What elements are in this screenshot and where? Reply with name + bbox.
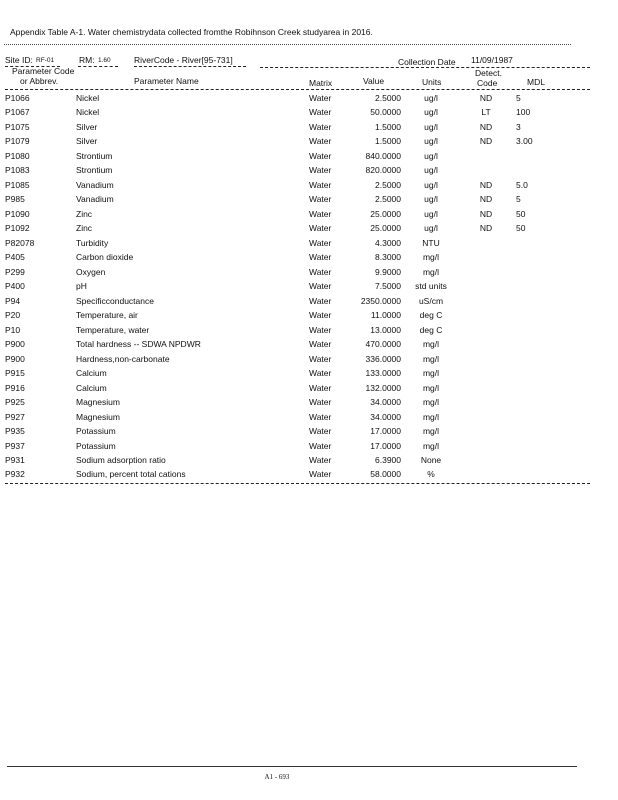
param-name-cell: Silver [76,136,98,147]
param-name-cell: Carbon dioxide [76,252,134,263]
matrix-cell: Water [309,324,332,335]
param-name-cell: Specificconductance [76,295,154,306]
value-cell: 2.5000 [375,93,401,103]
param-code-cell: P82078 [5,237,35,248]
matrix-cell: Water [309,252,332,263]
units-cell: ug/l [424,150,438,161]
value-cell: 8.3000 [375,252,401,263]
table-row [0,383,618,398]
param-code-cell: P927 [5,411,25,422]
param-name-cell: Strontium [76,165,113,176]
param-name-cell: Potassium [76,440,116,451]
table-row [0,397,618,412]
param-name-cell: Temperature, water [76,324,150,335]
mdl-cell: 5 [516,194,521,205]
param-code-cell: P916 [5,382,25,393]
matrix-cell: Water [309,310,332,321]
param-code-cell: P1083 [5,165,30,176]
units-cell: mg/l [422,266,440,277]
units-cell: ug/l [424,93,438,103]
units-cell: ug/l [424,165,438,176]
matrix-cell: Water [309,339,332,350]
value-cell: 2.5000 [375,194,401,205]
table-row [0,267,618,282]
param-name-cell: Oxygen [76,266,106,277]
table-title: Appendix Table A-1. Water chemistrydata collected fromthe Robihnson Creek studyarea in 2016. [10,27,373,37]
value-cell: 6.3900 [375,455,401,465]
matrix-cell: Water [309,455,332,465]
units-cell: mg/l [422,252,440,263]
header-rule [78,66,118,67]
units-cell: ug/l [424,121,438,132]
param-name-cell: Sodium adsorption ratio [76,455,166,465]
value-cell: 50.0000 [370,107,401,118]
units-cell: ug/l [424,136,438,147]
detect-code-cell: ND [479,121,493,132]
param-name-cell: Magnesium [76,397,120,408]
matrix-cell: Water [309,426,332,437]
param-code-cell: P1079 [5,136,30,147]
header-rule [134,66,246,67]
value-cell: 133.0000 [365,368,401,379]
matrix-cell: Water [309,266,332,277]
value-cell: 1.5000 [375,121,401,132]
units-cell: % [427,469,435,480]
matrix-cell: Water [309,136,332,147]
units-cell: mg/l [422,411,440,422]
table-bottom-rule [5,483,590,484]
value-cell: 34.0000 [370,411,401,422]
detect-code-cell: ND [479,179,493,190]
col-param-name: Parameter Name [134,76,199,86]
table-row [0,122,618,137]
table-row [0,107,618,122]
table-row [0,209,618,224]
table-row [0,455,618,470]
param-code-cell: P1080 [5,150,30,161]
mdl-cell: 50 [516,208,526,219]
collection-date-value: 11/09/1987 [471,55,513,65]
param-name-cell: Vanadium [76,194,114,205]
units-cell: uS/cm [418,295,444,306]
value-cell: 58.0000 [370,469,401,480]
col-param-code-2: or Abbrev. [20,76,59,86]
param-code-cell: P925 [5,397,25,408]
units-cell: ug/l [424,107,438,118]
param-name-cell: Nickel [76,107,100,118]
value-cell: 25.0000 [370,208,401,219]
value-cell: 17.0000 [370,426,401,437]
matrix-cell: Water [309,208,332,219]
param-name-cell: Calcium [76,368,107,379]
param-code-cell: P10 [5,324,21,335]
table-row [0,180,618,195]
header-bottom-rule [5,89,590,90]
units-cell: None [420,455,442,465]
table-row [0,368,618,383]
matrix-cell: Water [309,368,332,379]
rm-label: RM: [79,55,95,65]
matrix-cell: Water [309,223,332,234]
matrix-cell: Water [309,295,332,306]
value-cell: 840.0000 [365,150,401,161]
table-row [0,339,618,354]
table-row [0,354,618,369]
header-rule [260,67,590,68]
matrix-cell: Water [309,150,332,161]
value-cell: 336.0000 [365,353,401,364]
param-code-cell: P900 [5,353,25,364]
matrix-cell: Water [309,411,332,422]
title-divider [4,44,571,45]
param-name-cell: Zinc [76,208,93,219]
param-name-cell: Nickel [76,93,100,103]
units-cell: mg/l [422,440,440,451]
detect-code-cell: LT [481,107,491,118]
units-cell: ug/l [424,179,438,190]
matrix-cell: Water [309,121,332,132]
units-cell: ug/l [424,223,438,234]
detect-code-cell: ND [479,93,493,103]
param-code-cell: P400 [5,281,25,292]
table-row [0,426,618,441]
detect-code-cell: ND [479,208,493,219]
units-cell: ug/l [424,208,438,219]
detect-code-cell: ND [479,194,493,205]
col-detect: Detect. [475,68,502,78]
matrix-cell: Water [309,237,332,248]
value-cell: 4.3000 [375,237,401,248]
table-row [0,296,618,311]
value-cell: 11.0000 [370,310,401,321]
units-cell: mg/l [422,353,440,364]
units-cell: NTU [422,237,440,248]
param-code-cell: P900 [5,339,25,350]
units-cell: deg C [419,324,443,335]
param-name-cell: Strontium [76,150,113,161]
table-row [0,165,618,180]
detect-code-cell: ND [479,223,493,234]
units-cell: std units [415,281,447,292]
param-code-cell: P20 [5,310,21,321]
value-cell: 7.5000 [375,281,401,292]
param-name-cell: Zinc [76,223,93,234]
param-code-cell: P985 [5,194,25,205]
param-code-cell: P1066 [5,93,30,103]
units-cell: ug/l [424,194,438,205]
units-cell: mg/l [422,339,440,350]
matrix-cell: Water [309,165,332,176]
matrix-cell: Water [309,107,332,118]
units-cell: deg C [419,310,443,321]
rm-value: 1.60 [98,57,111,64]
value-cell: 9.9000 [375,266,401,277]
table-row [0,151,618,166]
table-row [0,136,618,151]
table-row [0,412,618,427]
param-code-cell: P1090 [5,208,30,219]
matrix-cell: Water [309,281,332,292]
table-row [0,93,618,108]
collection-date-label: Collection Date [398,57,456,67]
matrix-cell: Water [309,179,332,190]
table-row [0,238,618,253]
col-value: Value [363,76,385,86]
mdl-cell: 100 [516,107,531,118]
param-code-cell: P935 [5,426,25,437]
param-name-cell: pH [76,281,87,292]
matrix-cell: Water [309,397,332,408]
mdl-cell: 50 [516,223,526,234]
param-code-cell: P1075 [5,121,30,132]
mdl-cell: 5.0 [516,179,528,190]
detect-code-cell: ND [479,136,493,147]
value-cell: 1.5000 [375,136,401,147]
units-cell: mg/l [422,426,440,437]
footer-rule [7,766,577,767]
param-code-cell: P94 [5,295,21,306]
table-row [0,325,618,340]
river-code: RiverCode - River[95-731] [134,55,233,65]
value-cell: 2.5000 [375,179,401,190]
param-name-cell: Silver [76,121,98,132]
param-name-cell: Total hardness -- SDWA NPDWR [76,339,201,350]
value-cell: 470.0000 [365,339,401,350]
col-detect-2: Code [477,78,498,88]
table-row [0,441,618,456]
table-row [0,223,618,238]
table-row [0,194,618,209]
matrix-cell: Water [309,469,332,480]
param-name-cell: Turbidity [76,237,109,248]
mdl-cell: 3 [516,121,521,132]
matrix-cell: Water [309,440,332,451]
param-name-cell: Magnesium [76,411,120,422]
units-cell: mg/l [422,382,440,393]
param-code-cell: P937 [5,440,25,451]
param-code-cell: P915 [5,368,25,379]
value-cell: 2350.0000 [360,295,401,306]
param-code-cell: P299 [5,266,25,277]
param-code-cell: P1085 [5,179,30,190]
mdl-cell: 5 [516,93,521,103]
param-name-cell: Sodium, percent total cations [76,469,186,480]
site-id-label: Site ID: [5,55,33,65]
col-param-code: Parameter Code [12,66,75,76]
value-cell: 820.0000 [365,165,401,176]
col-mdl: MDL [527,77,545,87]
mdl-cell: 3.00 [516,136,533,147]
param-code-cell: P1092 [5,223,30,234]
value-cell: 13.0000 [370,324,401,335]
site-id-value: RF-01 [36,57,55,64]
matrix-cell: Water [309,194,332,205]
col-units: Units [422,77,442,87]
units-cell: mg/l [422,397,440,408]
param-name-cell: Vanadium [76,179,114,190]
param-name-cell: Potassium [76,426,116,437]
matrix-cell: Water [309,382,332,393]
table-row [0,252,618,267]
value-cell: 34.0000 [370,397,401,408]
param-code-cell: P932 [5,469,25,480]
matrix-cell: Water [309,93,332,103]
value-cell: 132.0000 [365,382,401,393]
param-name-cell: Temperature, air [76,310,138,321]
param-code-cell: P1067 [5,107,30,118]
table-row [0,310,618,325]
page-number: A1 - 693 [264,773,290,781]
matrix-cell: Water [309,353,332,364]
col-matrix: Matrix [309,78,333,88]
table-row [0,469,618,484]
param-code-cell: P931 [5,455,25,465]
value-cell: 17.0000 [370,440,401,451]
value-cell: 25.0000 [370,223,401,234]
param-code-cell: P405 [5,252,25,263]
units-cell: mg/l [422,368,440,379]
param-name-cell: Hardness,non-carbonate [76,353,170,364]
table-row [0,281,618,296]
param-name-cell: Calcium [76,382,107,393]
